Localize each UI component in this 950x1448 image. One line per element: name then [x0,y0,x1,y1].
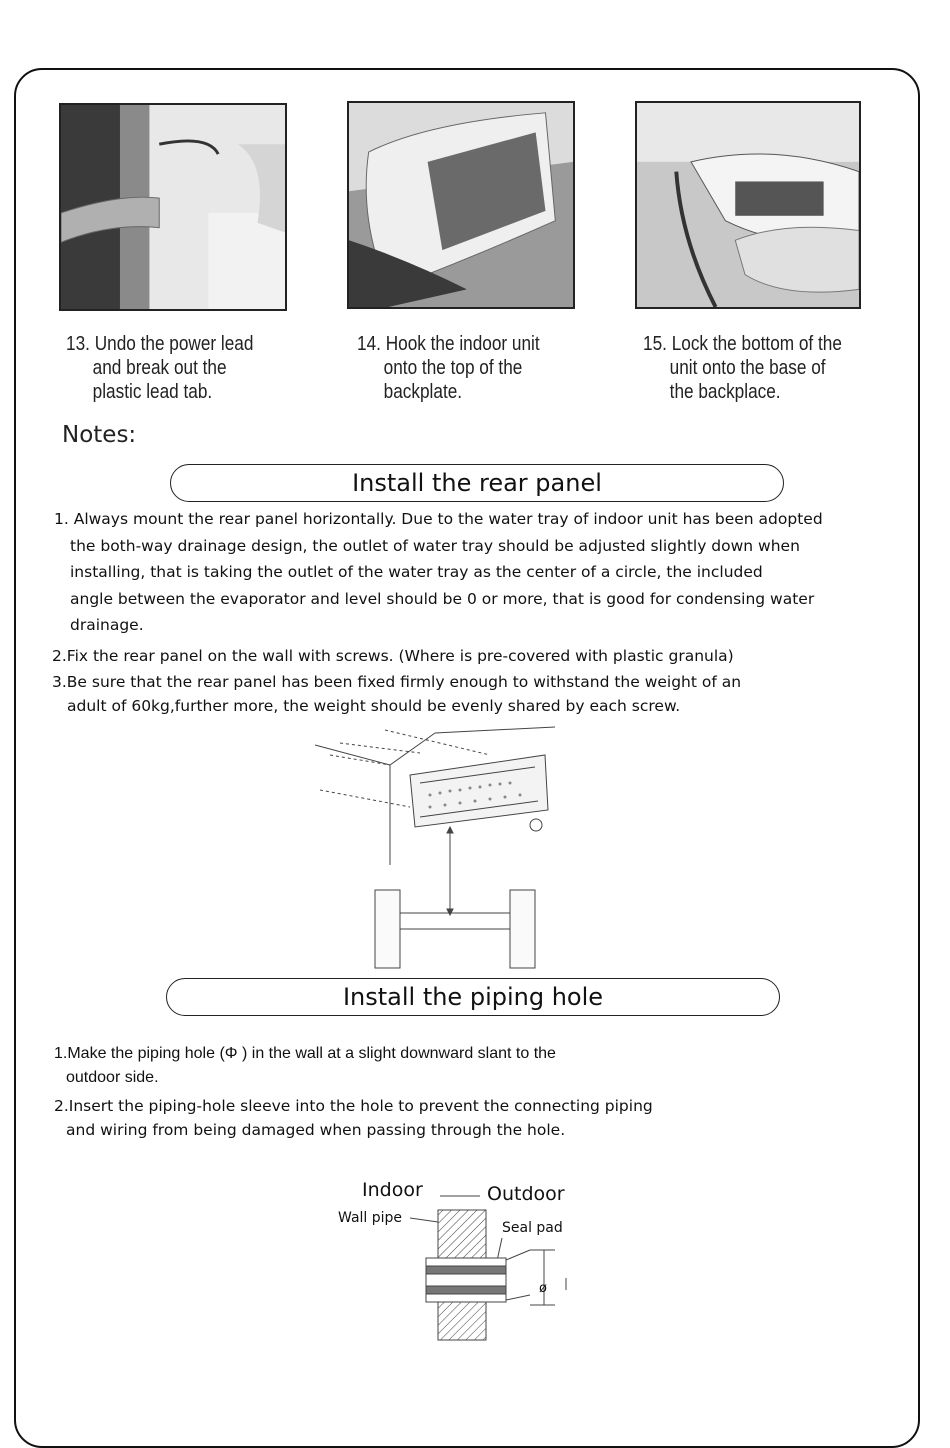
seal-pad-label: Seal pad [502,1220,563,1236]
rear-panel-item-1 [54,506,823,639]
step-14-caption [357,332,540,404]
text-line: and wiring from being damaged when passing through the hole. [66,1121,566,1139]
caption-line: Hook the indoor unit [385,333,540,355]
text-line: 1.Make the piping hole (Φ ) in the wall at a slight downward slant to the [54,1045,556,1062]
piping-hole-heading-text: Install the piping hole [342,983,604,1011]
step-number: 13. [66,333,90,355]
text-line: 2.Insert the piping-hole sleeve into the hole to prevent the connecting piping [54,1097,653,1115]
piping-hole-item-1 [54,1042,556,1090]
piping-hole-heading [166,978,780,1016]
rear-panel-item-2 [52,643,734,670]
caption-line: Lock the bottom of the [671,333,842,355]
indoor-label: Indoor [362,1179,423,1201]
rear-panel-heading [170,464,784,502]
step-number: 14. [357,333,381,355]
step-13-photo [59,103,287,311]
rear-panel-diagram [310,725,560,970]
rear-panel-item-3 [52,670,741,718]
notes-title: Notes: [62,422,137,448]
rear-panel-heading-text: Install the rear panel [352,469,602,497]
caption-line: the backplace. [669,381,781,403]
wall-pipe-label: Wall pipe [338,1210,403,1226]
caption-line: onto the top of the [383,357,523,379]
step-15-photo [635,101,861,309]
text-line: outdoor side. [66,1069,159,1086]
diameter-label: ø [539,1281,547,1296]
text-line: the both-way drainage design, the outlet of water tray should be adjusted slightly down when [70,536,800,555]
text-line: installing, that is taking the outlet of the water tray as the center of a circle, the included [70,563,763,581]
caption-line: backplate. [383,381,463,403]
piping-hole-diagram [330,1170,590,1345]
step-14-photo [347,101,575,309]
outdoor-label: Outdoor [487,1183,565,1205]
step-number: 15. [643,333,667,355]
step-15-caption [643,332,842,404]
caption-line: Undo the power lead [94,333,254,355]
text-line: adult of 60kg,further more, the weight should be evenly shared by each screw. [67,697,681,715]
caption-line: unit onto the base of [669,357,826,379]
piping-hole-item-2 [54,1094,653,1142]
text-line: 2.Fix the rear panel on the wall with screws. (Where is pre-covered with plastic granula) [52,647,734,665]
step-13-caption [66,332,253,404]
text-line: drainage. [70,616,144,634]
caption-line: plastic lead tab. [92,381,213,403]
text-line: angle between the evaporator and level should be 0 or more, that is good for condensing water [70,589,815,608]
text-line: 3.Be sure that the rear panel has been fixed firmly enough to withstand the weight of an [52,673,742,691]
caption-line: and break out the [92,357,227,379]
text-line: 1. Always mount the rear panel horizontally. Due to the water tray of indoor unit has been adopted [54,510,823,528]
